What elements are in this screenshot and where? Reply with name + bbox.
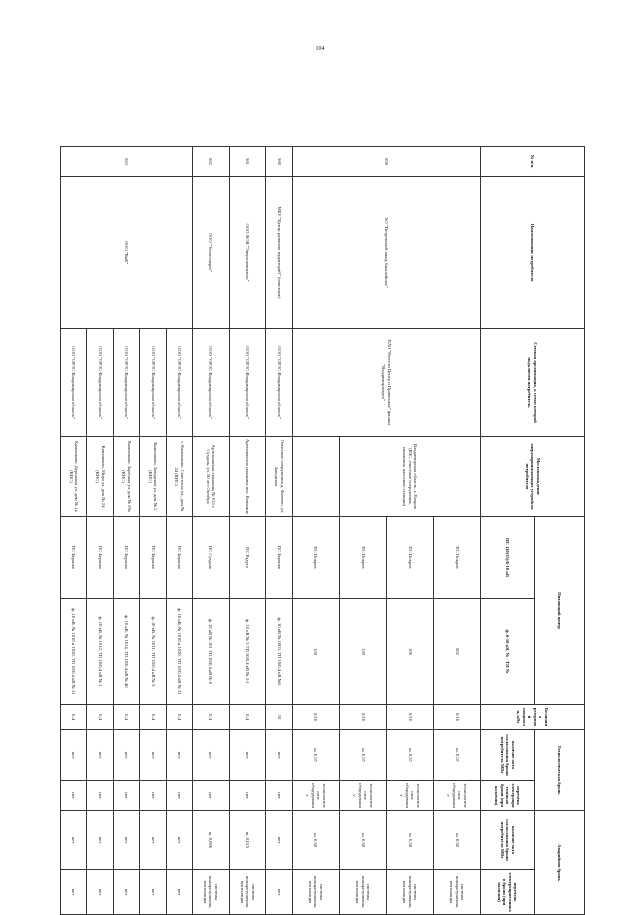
- cell-tech-list: нет: [266, 781, 292, 811]
- cell-num: 562: [192, 147, 229, 177]
- cell-network: ООО "ОРЭС-Владимирская область": [192, 329, 229, 437]
- cell-ps: ПС Берково: [113, 517, 139, 599]
- cell-feeder: ф. 10 кВ № 1003, ТП 10/0,4 кВ №6: [266, 599, 292, 705]
- cell-consumer: ООО "ВиК": [61, 177, 193, 329]
- cell-feeder: 120: [339, 599, 386, 705]
- cell-reserve: 0,4: [229, 705, 266, 730]
- cell-emerg-list: системы пожаротушения, вентиляция: [386, 870, 433, 915]
- cell-tech-value: нет: [61, 730, 87, 781]
- cell-tech-value: нет: [266, 730, 292, 781]
- table-row: [166, 147, 192, 915]
- cell-network: ООО "ОРЭС-Владимирская область": [166, 329, 192, 437]
- cell-tech-list: нет: [87, 781, 113, 811]
- cell-emerg-list: системы пожаротушения, вентиляция: [433, 870, 480, 915]
- cell-emerg-value: нет: [61, 811, 87, 870]
- cell-location: Камешково, Дорожная ул. дом № 1к (КНС): [61, 437, 87, 517]
- cell-emerg-value: ш. 0,58: [292, 811, 339, 870]
- cell-emerg-list: нет: [61, 870, 87, 915]
- cell-emerg-list: системы пожаротушения, вентиляция: [192, 870, 229, 915]
- table-row: [433, 147, 480, 915]
- header-feeder: ф. 6-10 кВ, № - ТП №: [481, 599, 535, 705]
- cell-tech-value: нет: [229, 730, 266, 781]
- cell-emerg-value: ш. 0,58: [339, 811, 386, 870]
- cell-emerg-value: ш. 0,015: [229, 811, 266, 870]
- cell-tech-list: нет: [61, 781, 87, 811]
- cell-feeder: 106: [386, 599, 433, 705]
- header-ps: ПС 110(35)/6-10 кВ: [481, 517, 535, 599]
- cell-consumer: МБУ "Центр развития территорий" (очистные): [266, 177, 292, 329]
- cell-feeder: ф. 10 кВ № 5 ТП 10/0,4 кВ № 3-1: [229, 599, 266, 705]
- cell-location: [292, 437, 339, 517]
- cell-network: ООО "ОРЭС-Владимирская область": [229, 329, 266, 437]
- cell-ps: ПС Берково: [140, 517, 166, 599]
- cell-tech-value: ш. 0,57: [339, 730, 386, 781]
- page-number: 104: [315, 46, 325, 52]
- cell-num: 560: [266, 147, 292, 177]
- header-location: Местонахождение энергопринимающих устройств потребителя: [481, 437, 585, 517]
- cell-emerg-value: нет: [87, 811, 113, 870]
- cell-reserve: 0,4: [140, 705, 166, 730]
- table-row: [192, 147, 229, 915]
- cell-tech-value: нет: [192, 730, 229, 781]
- cell-tech-value: ш. 0,57: [292, 730, 339, 781]
- cell-ps: ПС Покров: [433, 517, 480, 599]
- cell-ps: ПС Берково: [166, 517, 192, 599]
- cell-ps: ПС Радуга: [229, 517, 266, 599]
- cell-location: Камешково, Заречная ул. дом № 29а (КНС): [113, 437, 139, 517]
- header-network: Сетевая организация, к сетям которой подключен потребитель: [481, 329, 585, 437]
- cell-tech-list: технологическое оборудование: [339, 781, 386, 811]
- cell-reserve: 6/10: [386, 705, 433, 730]
- cell-tech-value: нет: [113, 730, 139, 781]
- cell-feeder: ф. 10 кВ, № 1012, ТП 10/0,4 кВ № 1: [87, 599, 113, 705]
- cell-reserve: 10: [266, 705, 292, 730]
- cell-tech-value: ш. 0,57: [433, 730, 480, 781]
- cell-location: Камешково, Мира ул. дом № 24 (КНС): [87, 437, 113, 517]
- cell-emerg-list: системы пожаротушения, вентиляция: [292, 870, 339, 915]
- cell-tech-list: нет: [229, 781, 266, 811]
- cell-location: г. Камешково, Советская ул., дом № 24 (ВНС): [166, 437, 192, 517]
- cell-ps: ПС Покров: [386, 517, 433, 599]
- cell-network: ООО "ОРЭС-Владимирская область": [140, 329, 166, 437]
- header-power-center: Питающий центр: [535, 517, 585, 705]
- cell-tech-list: нет: [140, 781, 166, 811]
- header-emerg-value: наличие акта согласования брони потребителя МВт: [481, 811, 535, 870]
- cell-feeder: ф. 10 кВ, № 1010 и 1020, ТП 10/0,4 кВ № 31: [166, 599, 192, 705]
- cell-ps: ПС Берково: [61, 517, 87, 599]
- cell-ps: ПС Покров: [339, 517, 386, 599]
- cell-feeder: ф. 10 кВ № 101 ТП 10/0,4 кВ № 6: [192, 599, 229, 705]
- cell-tech-value: нет: [140, 730, 166, 781]
- cell-tech-value: нет: [87, 730, 113, 781]
- cell-emerg-list: системы пожаротушения, вентиляция: [229, 870, 266, 915]
- reserve-table: [60, 146, 585, 915]
- cell-location: Камешково, Заводская ул. дом № 2 (КНС): [140, 437, 166, 517]
- header-tech-value: наличие акта согласования брони потребителя МВт: [481, 730, 535, 781]
- cell-reserve: 0,4: [166, 705, 192, 730]
- cell-emerg-value: нет: [113, 811, 139, 870]
- cell-ps: ПС Берково: [87, 517, 113, 599]
- header-emerg-list: перечень электроприемников брони (при наличии): [481, 870, 535, 915]
- cell-network: ООО "ОРЭС-Владимирская область": [266, 329, 292, 437]
- cell-num: 561: [229, 147, 266, 177]
- table-row: [266, 147, 292, 915]
- cell-consumer: АО "Петровский завод бакалейных": [292, 177, 480, 329]
- cell-feeder: ф. 10 кВ, № 1011, ТП 10/0,4 кВ № 5: [140, 599, 166, 705]
- table-row: [229, 147, 266, 915]
- cell-network: ООО "ОРЭС-Владимирская область": [113, 329, 139, 437]
- cell-emerg-list: нет: [266, 870, 292, 915]
- cell-tech-list: технологическое оборудование: [386, 781, 433, 811]
- cell-feeder: ф. 10 кВ, № 1010 и 1020, ТП 10/0,4 кВ № 31: [61, 599, 87, 705]
- header-reserve: Величина резервной мощности, кВт: [481, 705, 585, 730]
- cell-ps: ПС Суздаль: [192, 517, 229, 599]
- cell-network: ПАО "Россети Центр и Приволжье" филиал "Владимирэнерго": [292, 329, 480, 437]
- cell-tech-list: технологическое оборудование: [433, 781, 480, 811]
- cell-num: 559: [292, 147, 480, 177]
- header-emerg-armor: Аварийная бронь: [535, 811, 585, 915]
- header-tech-list: перечень электроприемников брони (при наличии): [481, 781, 535, 811]
- cell-num: 563: [61, 147, 193, 177]
- cell-reserve: 6/10: [433, 705, 480, 730]
- cell-consumer: ООО ФОК "Энергокомплекс": [229, 177, 266, 329]
- cell-location: Владимирская область, г. Покров (ВЗС, очистные сооружения, скважины, насосные станции): [339, 437, 480, 517]
- cell-emerg-value: нет: [266, 811, 292, 870]
- cell-consumer: ООО "Теплоэнерго": [192, 177, 229, 329]
- cell-location: Артезианская скважина пос. Кошкино: [229, 437, 266, 517]
- cell-location: Очистные сооружения д. Фатеево, ул. Заводская: [266, 437, 292, 517]
- cell-reserve: 0,4: [87, 705, 113, 730]
- cell-emerg-list: системы пожаротушения, вентиляция: [339, 870, 386, 915]
- header-consumer: Наименование потребителя: [481, 177, 585, 329]
- cell-emerg-value: ш. 0,58: [386, 811, 433, 870]
- cell-tech-list: технологическое оборудование: [292, 781, 339, 811]
- cell-feeder: 128: [292, 599, 339, 705]
- header-tech-armor: Технологическая бронь: [535, 730, 585, 811]
- header-num: № п/п.: [481, 147, 585, 177]
- cell-location: Артезианская скважина № 633 г. Суздаль, ул. 50 лет Октября: [192, 437, 229, 517]
- cell-reserve: 0,4: [113, 705, 139, 730]
- cell-emerg-value: нет: [166, 811, 192, 870]
- cell-emerg-list: нет: [87, 870, 113, 915]
- cell-feeder: ф. 10 кВ, № 1014, ТП 10/0,4 кВ № 40: [113, 599, 139, 705]
- cell-reserve: 6/10: [339, 705, 386, 730]
- cell-reserve: 0,4: [61, 705, 87, 730]
- cell-feeder: 602: [433, 599, 480, 705]
- cell-tech-list: нет: [192, 781, 229, 811]
- cell-tech-list: нет: [113, 781, 139, 811]
- cell-reserve: 6/10: [292, 705, 339, 730]
- rotated-table-page: [60, 146, 585, 912]
- cell-emerg-value: ш. 0,006: [192, 811, 229, 870]
- cell-reserve: 0,4: [192, 705, 229, 730]
- cell-network: ООО "ОРЭС-Владимирская область": [61, 329, 87, 437]
- cell-tech-value: нет: [166, 730, 192, 781]
- cell-emerg-value: нет: [140, 811, 166, 870]
- cell-ps: ПС Покров: [292, 517, 339, 599]
- cell-emerg-list: нет: [166, 870, 192, 915]
- cell-emerg-value: ш. 0,58: [433, 811, 480, 870]
- cell-tech-list: нет: [166, 781, 192, 811]
- cell-network: ООО "ОРЭС-Владимирская область": [87, 329, 113, 437]
- cell-tech-value: ш. 0,57: [386, 730, 433, 781]
- cell-ps: ПС Берково: [266, 517, 292, 599]
- cell-emerg-list: нет: [140, 870, 166, 915]
- cell-emerg-list: нет: [113, 870, 139, 915]
